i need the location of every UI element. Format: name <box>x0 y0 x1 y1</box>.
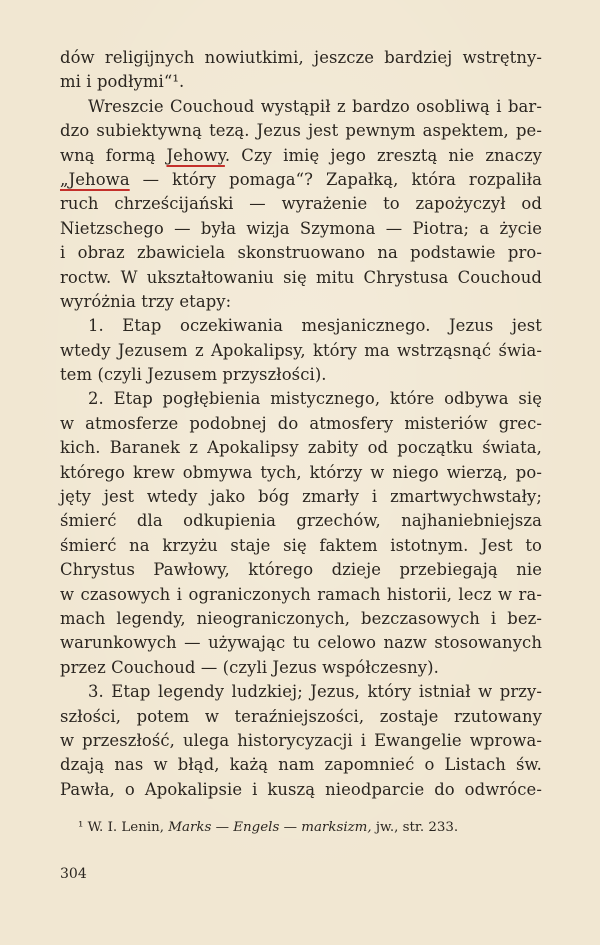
text-line-25: warunkowych — używając tu celowo nazw stosowanych <box>60 633 542 653</box>
text-line-28: szłości, potem w teraźniejszości, zostaje rzutowany <box>60 706 542 726</box>
text-line-1: dów religijnych nowiutkimi, jeszcze bardziej wstrętny- <box>60 48 542 67</box>
text-line-24: mach legendy, nieograniczonych, bezczasowych i bez- <box>60 608 542 628</box>
text-line-31: Pawła, o Apokalipsie i kuszą nieodparcie do odwróce- <box>60 779 542 799</box>
text-line-18: którego krew obmywa tych, którzy w niego wierzą, po- <box>60 462 542 482</box>
footnote-title-part-1: Marks <box>168 820 212 835</box>
text-line-30: dzają nas w błąd, każą nam zapomnieć o Listach św. <box>60 755 542 775</box>
text-line-4: dzo subiektywną tezą. Jezus jest pewnym aspektem, pe- <box>60 121 542 141</box>
page-number: 304 <box>60 866 87 882</box>
text-line-26: przez Couchoud — (czyli Jezus współczesny). <box>60 657 439 677</box>
text-line-23: w czasowych i ograniczonych ramach historii, lecz w ra- <box>60 584 542 604</box>
text-line-2: mi i podłymi“¹. <box>60 72 185 92</box>
text-line-5-content: wną formą Jehowy. Czy imię jego zresztą nie znaczy <box>60 145 542 165</box>
footnote-tail: jw., str. 233. <box>375 820 459 835</box>
text-line-12: 1. Etap oczekiwania mesjanicznego. Jezus jest <box>88 316 542 336</box>
text-line-29: w przeszłość, ulega historycyzacji i Ewangelie wprowa- <box>60 730 542 750</box>
text-line-17: kich. Baranek z Apokalipsy zabity od początku świata, <box>60 438 542 458</box>
text-line-10: roctw. W ukształtowaniu się mitu Chrystusa Couchoud <box>60 267 542 287</box>
text-line-22: Chrystus Pawłowy, którego dzieje przebiegają nie <box>60 560 542 580</box>
text-line-27: 3. Etap legendy ludzkiej; Jezus, który istniał w przy- <box>88 682 542 702</box>
text-line-8: Nietzschego — była wizja Szymona — Piotra; a życie <box>60 218 542 238</box>
text-line-6 <box>60 168 542 192</box>
text-line-5 <box>60 144 542 168</box>
footnote-dash-2: — <box>283 820 297 835</box>
footnote <box>78 818 548 838</box>
footnote-title-part-2: Engels <box>233 820 280 835</box>
text-line-21: śmierć na krzyżu staje się faktem istotnym. Jest to <box>60 535 542 555</box>
text-line-3: Wreszcie Couchoud wystąpił z bardzo osobliwą i bar- <box>88 96 542 116</box>
text-line-15: 2. Etap pogłębienia mistycznego, które odbywa się <box>88 389 542 409</box>
text-line-7: ruch chrześcijański — wyrażenie to zapożyczył od <box>60 194 542 214</box>
body-text <box>60 46 542 802</box>
text-line-19: jęty jest wtedy jako bóg zmarły i zmartwychwstały; <box>60 487 542 507</box>
footnote-author: W. I. Lenin, <box>87 820 164 835</box>
text-line-16: w atmosferze podobnej do atmosfery misteriów grec- <box>60 413 542 433</box>
footnote-dash-1: — <box>215 820 229 835</box>
footnote-marker: ¹ <box>78 820 84 835</box>
text-line-13: wtedy Jezusem z Apokalipsy, który ma wstrząsnąć świa- <box>60 340 542 360</box>
footnote-title-part-3: marksizm, <box>301 820 372 835</box>
text-line-6-content: „Jehowa — który pomaga“? Zapałką, która rozpaliła <box>60 169 542 189</box>
text-line-9: i obraz zbawiciela skonstruowano na podstawie pro- <box>60 243 542 263</box>
text-line-20: śmierć dla odkupienia grzechów, najhaniebniejsza <box>60 511 542 531</box>
text-line-14: tem (czyli Jezusem przyszłości). <box>60 365 327 385</box>
text-line-11: wyróżnia trzy etapy: <box>60 291 232 311</box>
